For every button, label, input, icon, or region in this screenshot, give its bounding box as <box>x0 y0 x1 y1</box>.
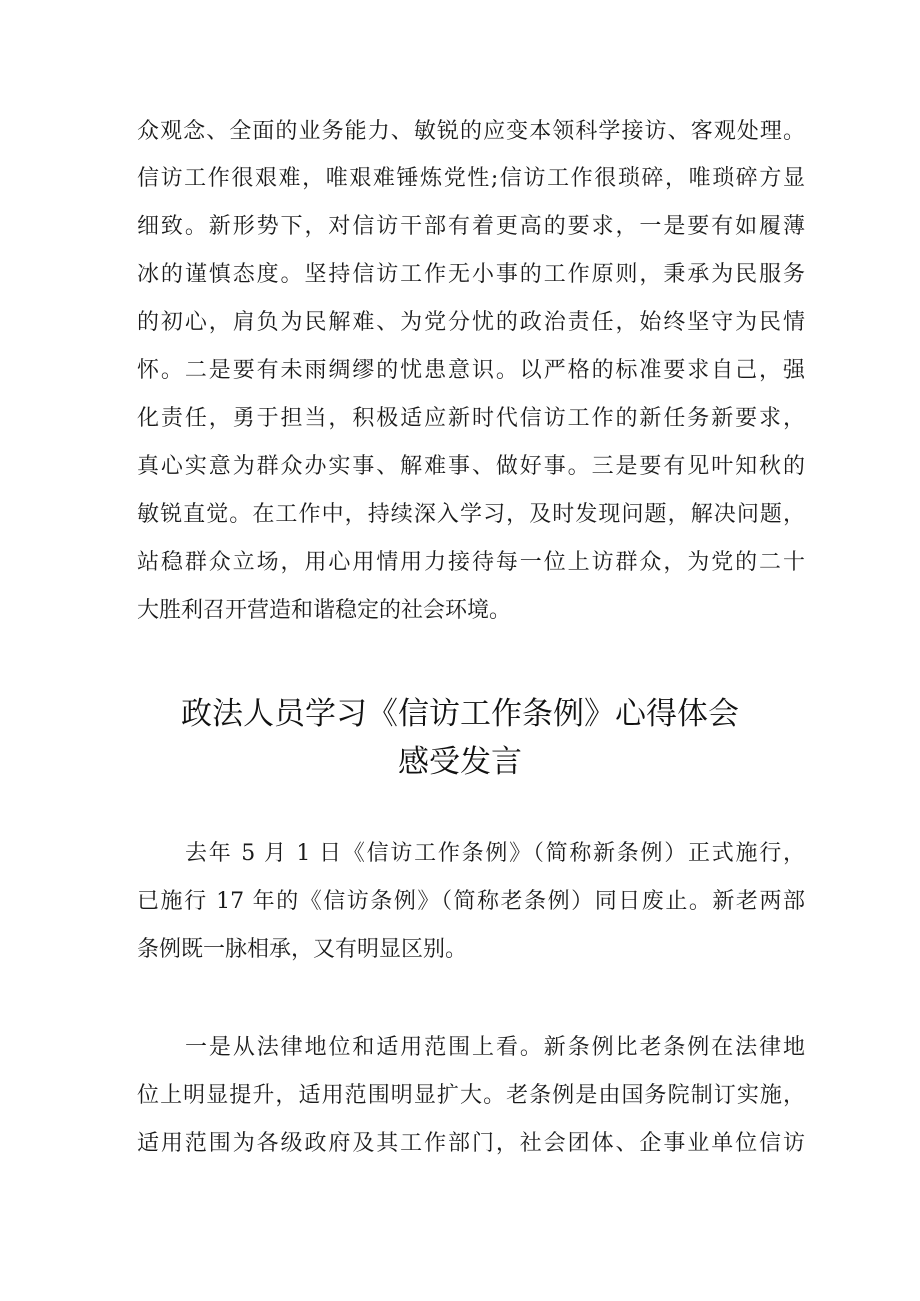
paragraph-2-line-2: 位上明显提升，适用范围明显扩大。老条例是由国务院制订实施， <box>137 1083 805 1108</box>
paragraph-1-line-2: 已施行 17 年的《信访条例》（简称老条例）同日废止。新老两部 <box>137 889 805 914</box>
intro-line-7: 化责任，勇于担当，积极适应新时代信访工作的新任务新要求， <box>137 406 805 431</box>
paragraph-2-line-3: 适用范围为各级政府及其工作部门，社会团体、企事业单位信访 <box>137 1131 805 1156</box>
heading-line-1: 政法人员学习《信访工作条例》心得体会 <box>181 696 739 732</box>
intro-line-11: 大胜利召开营造和谐稳定的社会环境。 <box>137 598 512 623</box>
intro-line-9: 敏锐直觉。在工作中，持续深入学习，及时发现问题，解决问题， <box>137 502 805 527</box>
intro-line-5: 的初心，肩负为民解难、为党分忧的政治责任，始终坚守为民情 <box>137 310 805 335</box>
paragraph-1-line-1: 去年 5 月 1 日《信访工作条例》（简称新条例）正式施行， <box>185 841 805 866</box>
heading-line-2: 感受发言 <box>398 744 522 780</box>
intro-line-3: 细致。新形势下，对信访干部有着更高的要求，一是要有如履薄 <box>137 214 805 239</box>
intro-line-6: 怀。二是要有未雨绸缪的忧患意识。以严格的标准要求自己，强 <box>137 358 805 383</box>
intro-line-8: 真心实意为群众办实事、解难事、做好事。三是要有见叶知秋的 <box>137 454 805 479</box>
paragraph-1-line-3: 条例既一脉相承，又有明显区别。 <box>137 937 468 962</box>
paragraph-2-line-1: 一是从法律地位和适用范围上看。新条例比老条例在法律地 <box>185 1035 805 1060</box>
intro-line-2: 信访工作很艰难，唯艰难锤炼党性;信访工作很琐碎，唯琐碎方显 <box>137 166 805 191</box>
intro-line-10: 站稳群众立场，用心用情用力接待每一位上访群众，为党的二十 <box>137 550 805 575</box>
intro-line-4: 冰的谨慎态度。坚持信访工作无小事的工作原则，秉承为民服务 <box>137 262 805 287</box>
intro-line-1: 众观念、全面的业务能力、敏锐的应变本领科学接访、客观处理。 <box>137 119 805 144</box>
